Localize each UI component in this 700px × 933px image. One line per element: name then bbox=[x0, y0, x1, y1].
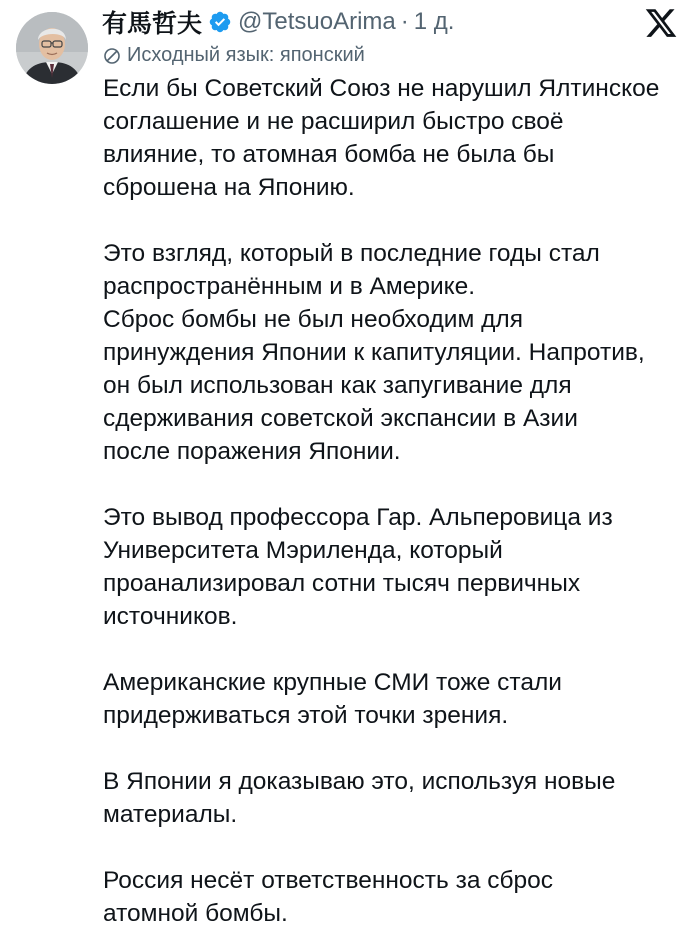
tweet-header bbox=[102, 6, 454, 38]
tweet-paragraph: Американские крупные СМИ тоже стали придерживаться этой точки зрения. bbox=[103, 669, 562, 729]
avatar[interactable] bbox=[16, 12, 88, 84]
tweet-paragraph: Это вывод профессора Гар. Альперовица из Университета Мэриленда, который проанализировал сотни тысяч первичных источников. bbox=[103, 504, 613, 630]
author-handle[interactable]: @TetsuoArima bbox=[238, 8, 396, 35]
display-name[interactable]: 有馬哲夫 bbox=[102, 10, 203, 38]
post-time[interactable]: 1 д. bbox=[413, 8, 455, 35]
avatar-image bbox=[16, 12, 88, 84]
tweet-paragraph: Это взгляд, который в последние годы стал распространённым и в Америке. Сброс бомбы не был необходим для принуждения Японии к капитуляции. Напротив, он был использован как запугивание для сдерживания советской экспансии в Азии после поражения Японии. bbox=[103, 240, 645, 465]
translation-note-label: Исходный язык: японский bbox=[127, 44, 365, 66]
tweet-paragraph: Россия несёт ответственность за сброс атомной бомбы. bbox=[103, 867, 554, 927]
separator-dot: · bbox=[400, 8, 409, 35]
tweet-text bbox=[103, 72, 693, 930]
tweet-paragraph: Если бы Советский Союз не нарушил Ялтинское соглашение и не расширил быстро своё влияние, то атомная бомба не была бы сброшена на Японию. bbox=[103, 75, 660, 201]
x-logo-icon[interactable] bbox=[644, 6, 678, 40]
translation-note[interactable] bbox=[103, 44, 365, 67]
globe-icon bbox=[103, 47, 121, 65]
verified-badge-icon bbox=[208, 10, 232, 34]
tweet-paragraph: В Японии я доказываю это, используя новые материалы. bbox=[103, 768, 616, 828]
